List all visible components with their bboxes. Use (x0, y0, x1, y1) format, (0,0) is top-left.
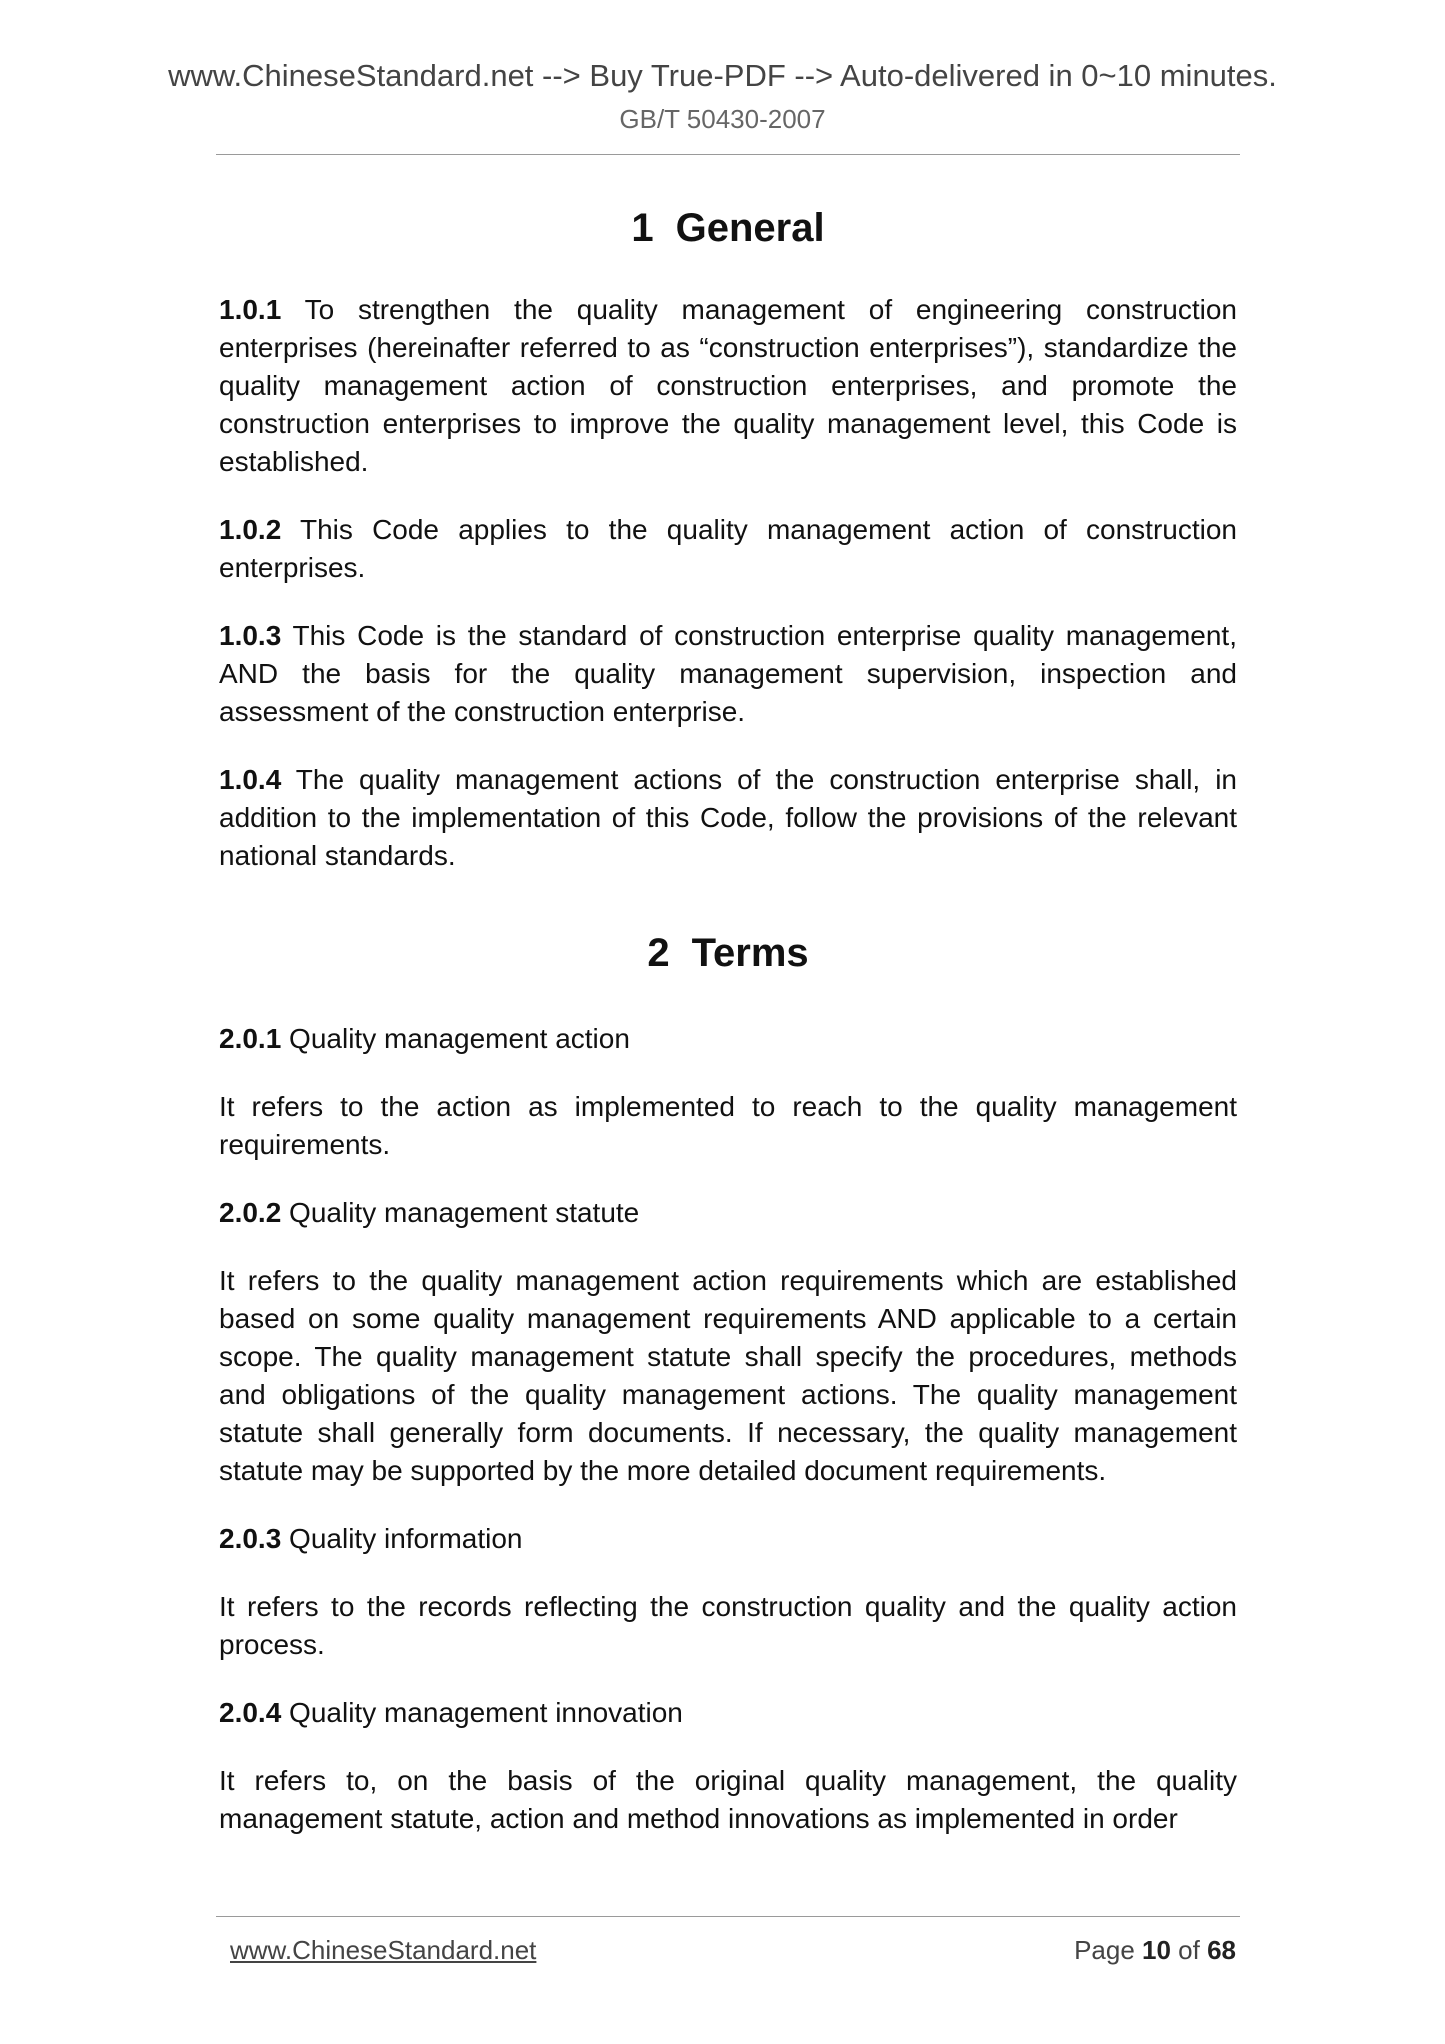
clause-1-0-3 (219, 617, 1237, 731)
section-title: General (675, 206, 825, 250)
clause-1-0-2 (219, 511, 1237, 587)
section-heading-terms (219, 931, 1237, 976)
clause-text: To strengthen the quality management of engineering construction enterprises (hereinafter referred to as “construction enterprises”), standardize the quality management action of construction enterprises, and promote the construction enterprises to improve the quality management level, this Code is established. (219, 294, 1237, 477)
header-banner: www.ChineseStandard.net --> Buy True-PDF --> Auto-delivered in 0~10 minutes. (168, 58, 1277, 93)
clause-text: The quality management actions of the construction enterprise shall, in addition to the implementation of this Code, follow the provisions of the relevant national standards. (219, 764, 1237, 871)
section-title: Terms (691, 931, 809, 975)
term-number: 2.0.1 (219, 1023, 282, 1054)
standard-code: GB/T 50430-2007 (619, 104, 826, 134)
term-definition: It refers to, on the basis of the original quality management, the quality management statute, action and method innovations as implemented in order (219, 1765, 1237, 1834)
term-number: 2.0.4 (219, 1697, 282, 1728)
page-separator: of (1170, 1935, 1208, 1965)
clause-text: This Code applies to the quality management action of construction enterprises. (219, 514, 1237, 583)
page-body (219, 206, 1237, 1838)
section-number: 2 (647, 931, 670, 975)
clause-number: 1.0.3 (219, 620, 282, 651)
clause-number: 1.0.1 (219, 294, 282, 325)
page-number (1074, 1935, 1236, 1966)
term-definition: It refers to the quality management action requirements which are established based on some quality management requirements AND applicable to a certain scope. The quality management statute shall specify the procedures, methods and obligations of the quality management actions. The quality management statute shall generally form documents. If necessary, the quality management statute may be supported by the more detailed document requirements. (219, 1265, 1237, 1486)
term-name: Quality management innovation (281, 1697, 683, 1728)
footer-site-link[interactable]: www.ChineseStandard.net (230, 1935, 537, 1965)
term-name: Quality information (281, 1523, 523, 1554)
page-prefix: Page (1074, 1935, 1143, 1965)
page-total: 68 (1207, 1935, 1236, 1965)
term-2-0-3 (219, 1520, 1237, 1558)
term-definition: It refers to the action as implemented to reach to the quality management requirements. (219, 1091, 1237, 1160)
term-number: 2.0.2 (219, 1197, 282, 1228)
term-name: Quality management statute (281, 1197, 640, 1228)
footer-divider (216, 1916, 1240, 1917)
term-2-0-1 (219, 1020, 1237, 1058)
term-2-0-4 (219, 1694, 1237, 1732)
clause-text: This Code is the standard of construction enterprise quality management, AND the basis for the quality management supervision, inspection and assessment of the construction enterprise. (219, 620, 1237, 727)
clause-number: 1.0.4 (219, 764, 282, 795)
term-number: 2.0.3 (219, 1523, 282, 1554)
section-number: 1 (631, 206, 654, 250)
clause-1-0-1 (219, 291, 1237, 481)
section-heading-general (219, 206, 1237, 251)
term-definition: It refers to the records reflecting the construction quality and the quality action process. (219, 1591, 1237, 1660)
term-name: Quality management action (281, 1023, 630, 1054)
clause-number: 1.0.2 (219, 514, 282, 545)
page-current: 10 (1142, 1935, 1171, 1965)
term-2-0-2 (219, 1194, 1237, 1232)
clause-1-0-4 (219, 761, 1237, 875)
header-divider (216, 154, 1240, 155)
